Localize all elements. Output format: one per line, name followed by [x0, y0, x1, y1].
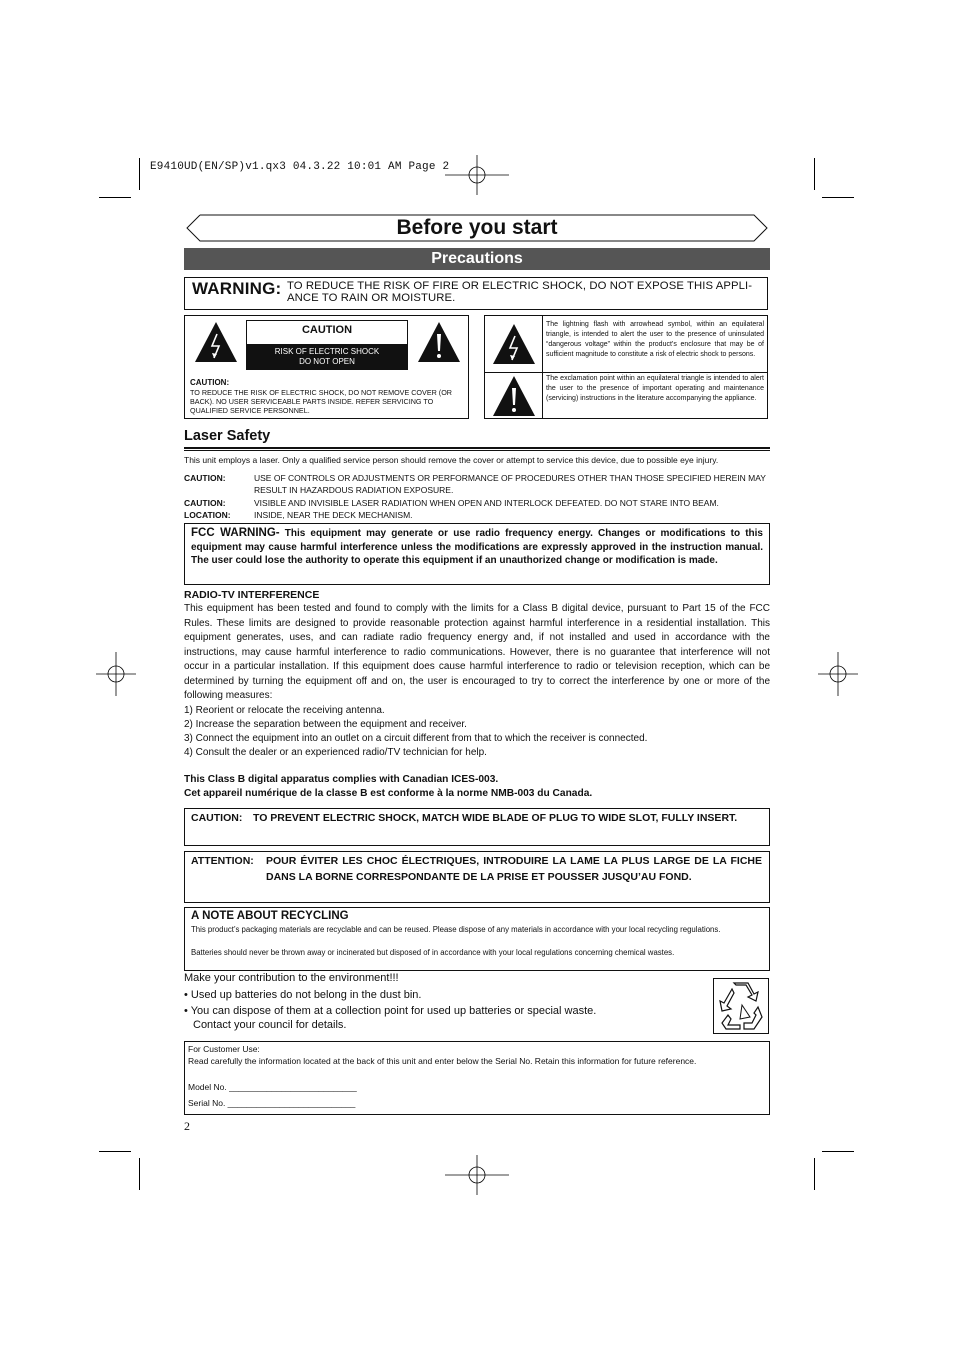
divider [485, 372, 767, 373]
caution-box-line1: RISK OF ELECTRIC SHOCK [274, 347, 380, 356]
registration-mark-icon [445, 155, 509, 195]
recycling-para: This product’s packaging materials are recyclable and can be reused. Please dispose of any materials in accordance with your local recycling regulations. [191, 925, 721, 934]
environment-bullet: • You can dispose of them at a collection point for used up batteries or special waste. [184, 1005, 597, 1017]
serial-number-field: Serial No. ___________________________ [188, 1098, 356, 1108]
lightning-triangle-icon [193, 320, 239, 364]
plug-attention-text: POUR ÉVITER LES CHOC ÉLECTRIQUES, INTRODUIRE LA LAME LA PLUS LARGE DE LA FICHE DANS LA BORNE CORRESPONDANTE DE LA PRISE ET POUSSER JUSQU’AU FOND. [266, 855, 762, 883]
page-title: Before you start [396, 216, 558, 239]
caution-box-title: CAUTION [301, 324, 353, 336]
registration-mark-icon [818, 652, 858, 696]
caution-panel [184, 315, 469, 419]
laser-row-label: LOCATION: [184, 510, 231, 520]
model-number-field: Model No. ___________________________ [188, 1082, 357, 1092]
divider [184, 447, 770, 449]
canada-compliance-fr: Cet appareil numérique de la classe B est conforme à la norme NMB-003 du Canada. [184, 788, 593, 799]
recycling-note-box [184, 907, 770, 971]
customer-use-heading: For Customer Use: [188, 1044, 260, 1054]
warning-text: TO REDUCE THE RISK OF FIRE OR ELECTRIC SHOCK, DO NOT EXPOSE THIS APPLI- ANCE TO RAIN OR MOISTURE. [287, 280, 753, 304]
exclamation-explanation: The exclamation point within an equilateral triangle is intended to alert the user to the presence of important operating and maintenance (servicing) instructions in the literature accompanying the appliance. [546, 375, 764, 402]
list-item: 1) Reorient or relocate the receiving antenna. [184, 705, 385, 716]
crop-mark [99, 197, 131, 198]
registration-mark-icon [96, 652, 136, 696]
section-bar: Precautions [184, 248, 770, 270]
crop-mark [139, 158, 140, 190]
caution-box-line2: DO NOT OPEN [299, 357, 355, 366]
laser-safety-heading: Laser Safety [184, 428, 271, 444]
plug-caution-text: TO PREVENT ELECTRIC SHOCK, MATCH WIDE BLADE OF PLUG TO WIDE SLOT, FULLY INSERT. [253, 812, 738, 824]
warning-label: WARNING: [192, 279, 282, 298]
laser-intro: This unit employs a laser. Only a qualified service person should remove the cover or attempt to service this device, due to possible eye injury. [184, 455, 719, 465]
recycle-icon [713, 978, 769, 1034]
recycling-para: Batteries should never be thrown away or incinerated but disposed of in accordance with your local regulations concerning chemical wastes. [191, 948, 675, 957]
customer-use-box [184, 1041, 770, 1115]
caution-caption-text: TO REDUCE THE RISK OF ELECTRIC SHOCK, DO NOT REMOVE COVER (OR BACK). NO USER SERVICEABLE PARTS INSIDE. REFER SERVICING TO QUALIFIED SERVICE PERSONNEL. [190, 388, 452, 415]
lightning-triangle-icon [491, 322, 537, 366]
warning-box [184, 277, 768, 310]
crop-mark [822, 197, 854, 198]
environment-bullet: • Used up batteries do not belong in the dust bin. [184, 989, 422, 1001]
radio-tv-heading: RADIO-TV INTERFERENCE [184, 589, 320, 601]
environment-line: Make your contribution to the environment!!! [184, 972, 399, 984]
laser-row-text: USE OF CONTROLS OR ADJUSTMENTS OR PERFORMANCE OF PROCEDURES OTHER THAN THOSE SPECIFIED HEREIN MAY RESULT IN HAZARDOUS RADIATION EXPOSURE. [254, 473, 766, 495]
laser-row-text: VISIBLE AND INVISIBLE LASER RADIATION WHEN OPEN AND INTERLOCK DEFEATED. DO NOT STARE INTO BEAM. [254, 498, 719, 508]
title-banner [186, 214, 768, 242]
plug-caution-label: CAUTION: [191, 812, 243, 824]
plug-attention-label: ATTENTION: [191, 855, 254, 867]
laser-row-label: CAUTION: [184, 498, 226, 508]
caution-caption-title: CAUTION: [190, 378, 230, 387]
plug-attention-box [184, 851, 770, 903]
customer-use-text: Read carefully the information located at the back of this unit and enter below the Serial No. Retain this information for future reference. [188, 1056, 697, 1066]
recycling-title: A NOTE ABOUT RECYCLING [191, 910, 349, 922]
exclamation-triangle-icon [491, 374, 537, 418]
crop-mark [99, 1151, 131, 1152]
fcc-warning-body: This equipment may generate or use radio frequency energy. Changes or modifications to this equipment may cause harmful interference unless the modifications are expressly approved in the instruction manual. The user could lose the authority to operate this equipment if an unauthorized change or modification is made. [191, 528, 763, 566]
lightning-explanation: The lightning flash with arrowhead symbol, within an equilateral triangle, is intended to alert the user to the presence of uninsulated “dangerous voltage” within the product’s enclosure that may be of sufficient magnitude to constitute a risk of electric shock to persons. [546, 321, 764, 358]
caution-box-black [247, 344, 407, 369]
laser-row-label: CAUTION: [184, 473, 226, 483]
caution-label-box [246, 320, 408, 370]
registration-mark-icon [445, 1155, 509, 1195]
crop-mark [814, 158, 815, 190]
list-item: 2) Increase the separation between the equipment and receiver. [184, 719, 467, 730]
crop-mark [814, 1158, 815, 1190]
page-number: 2 [184, 1119, 190, 1133]
list-item: 4) Consult the dealer or an experienced radio/TV technician for help. [184, 747, 487, 758]
symbol-panel [484, 315, 768, 419]
canada-compliance-en: This Class B digital apparatus complies with Canadian ICES-003. [184, 774, 499, 785]
recycle-symbol-icon [714, 979, 768, 1033]
divider [184, 450, 770, 451]
plug-caution-box [184, 808, 770, 846]
divider [542, 316, 543, 418]
crop-mark [139, 1158, 140, 1190]
fcc-warning-box [184, 523, 770, 585]
fcc-warning-text [191, 527, 763, 568]
laser-row-text: INSIDE, NEAR THE DECK MECHANISM. [254, 510, 413, 520]
list-item: 3) Connect the equipment into an outlet on a circuit different from that to which the receiver is connected. [184, 733, 648, 744]
crop-mark [822, 1151, 854, 1152]
exclamation-triangle-icon [416, 320, 462, 364]
environment-bullet-cont: Contact your council for details. [193, 1019, 347, 1031]
fcc-warning-label: FCC WARNING- [191, 527, 280, 539]
print-header: E9410UD(EN/SP)v1.qx3 04.3.22 10:01 AM Page 2 [150, 161, 450, 173]
radio-tv-body: This equipment has been tested and found to comply with the limits for a Class B digital device, pursuant to Part 15 of the FCC Rules. These limits are designed to provide reasonable protection against harmful interference in a residential installation. This equipment generates, uses, and can radiate radio frequency energy and, if not installed and used in accordance with the instructions, may cause harmful interference to radio communications. However, there is no guarantee that interference will not occur in a particular installation. If this equipment does cause harmful interference to radio or television reception, which can be determined by turning the equipment off and on, the user is encouraged to try to correct the interference by one or more of the following measures: [184, 603, 770, 701]
